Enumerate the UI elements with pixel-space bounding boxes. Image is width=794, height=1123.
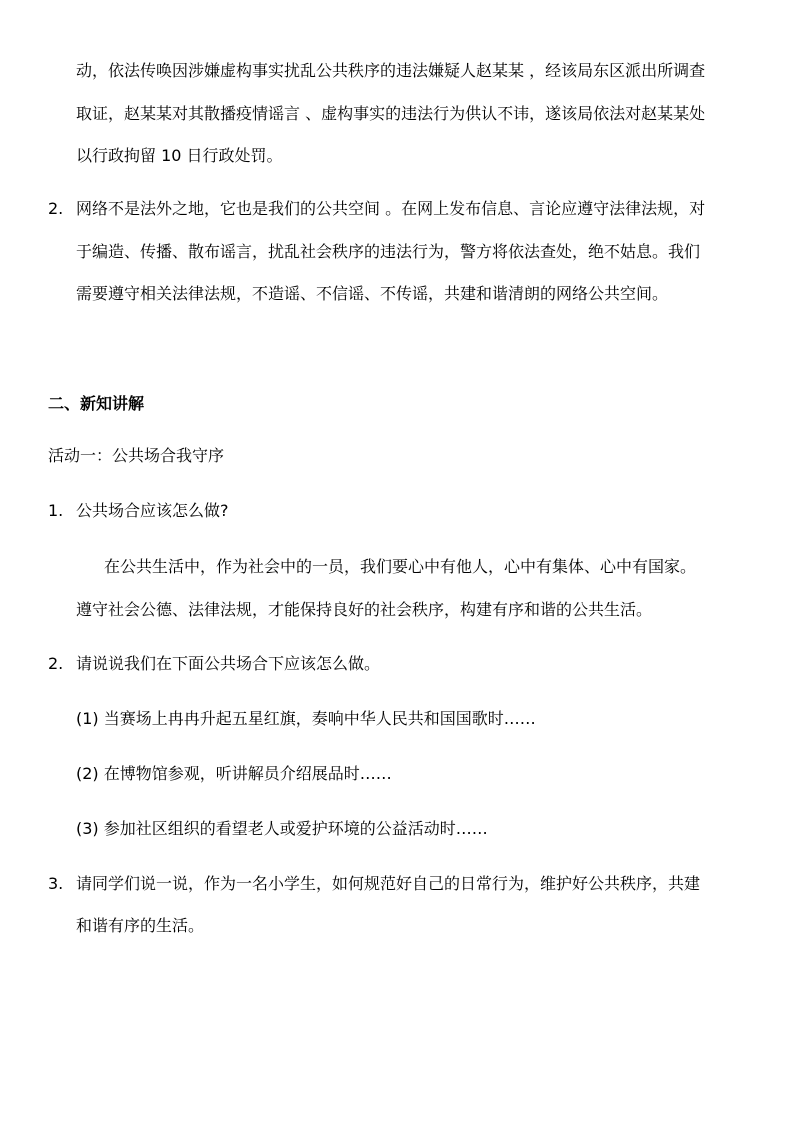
- section-heading: 二、新知讲解: [48, 394, 145, 413]
- q2-sub-item-2: (2) 在博物馆参观，听讲解员介绍展品时……: [76, 764, 392, 783]
- item-2-number: 2.: [48, 199, 64, 218]
- item-2-line-3: 需要遵守相关法律法规，不造谣、不信谣、不传谣，共建和谐清朗的网络公共空间。: [76, 284, 669, 303]
- q2-sub-item-3: (3) 参加社区组织的看望老人或爱护环境的公益活动时……: [76, 819, 488, 838]
- q1-answer-line-1: 在公共生活中，作为社会中的一员，我们要心中有他人，心中有集体、心中有国家。: [104, 557, 697, 576]
- intro-line-1: 动，依法传唤因涉嫌虚构事实扰乱公共秩序的违法嫌疑人赵某某 ，经该局东区派出所调查: [76, 61, 706, 80]
- intro-line-3: 以行政拘留 10 日行政处罚。: [76, 146, 283, 165]
- item-2-line-2: 于编造、传播、散布谣言，扰乱社会秩序的违法行为，警方将依法查处，绝不姑息。我们: [76, 242, 701, 261]
- q3-number: 3.: [48, 874, 64, 893]
- q2-sub-item-1: (1) 当赛场上冉冉升起五星红旗，奏响中华人民共和国国歌时……: [76, 709, 536, 728]
- q1-answer-line-2: 遵守社会公德、法律法规，才能保持良好的社会秩序，构建有序和谐的公共生活。: [76, 600, 653, 619]
- q1-number: 1.: [48, 501, 64, 520]
- q1-text: 公共场合应该怎么做?: [76, 501, 229, 520]
- intro-line-2: 取证，赵某某对其散播疫情谣言 、虚构事实的违法行为供认不讳，遂该局依法对赵某某处: [76, 104, 706, 123]
- activity-title: 活动一：公共场合我守序: [48, 446, 225, 465]
- item-2-line-1: 网络不是法外之地，它也是我们的公共空间 。在网上发布信息、言论应遵守法律法规，对: [76, 199, 706, 218]
- q2-number: 2.: [48, 654, 64, 673]
- q2-text: 请说说我们在下面公共场合下应该怎么做。: [76, 654, 381, 673]
- q3-line-2: 和谐有序的生活。: [76, 916, 205, 935]
- q3-line-1: 请同学们说一说，作为一名小学生，如何规范好自己的日常行为，维护好公共秩序，共建: [76, 874, 701, 893]
